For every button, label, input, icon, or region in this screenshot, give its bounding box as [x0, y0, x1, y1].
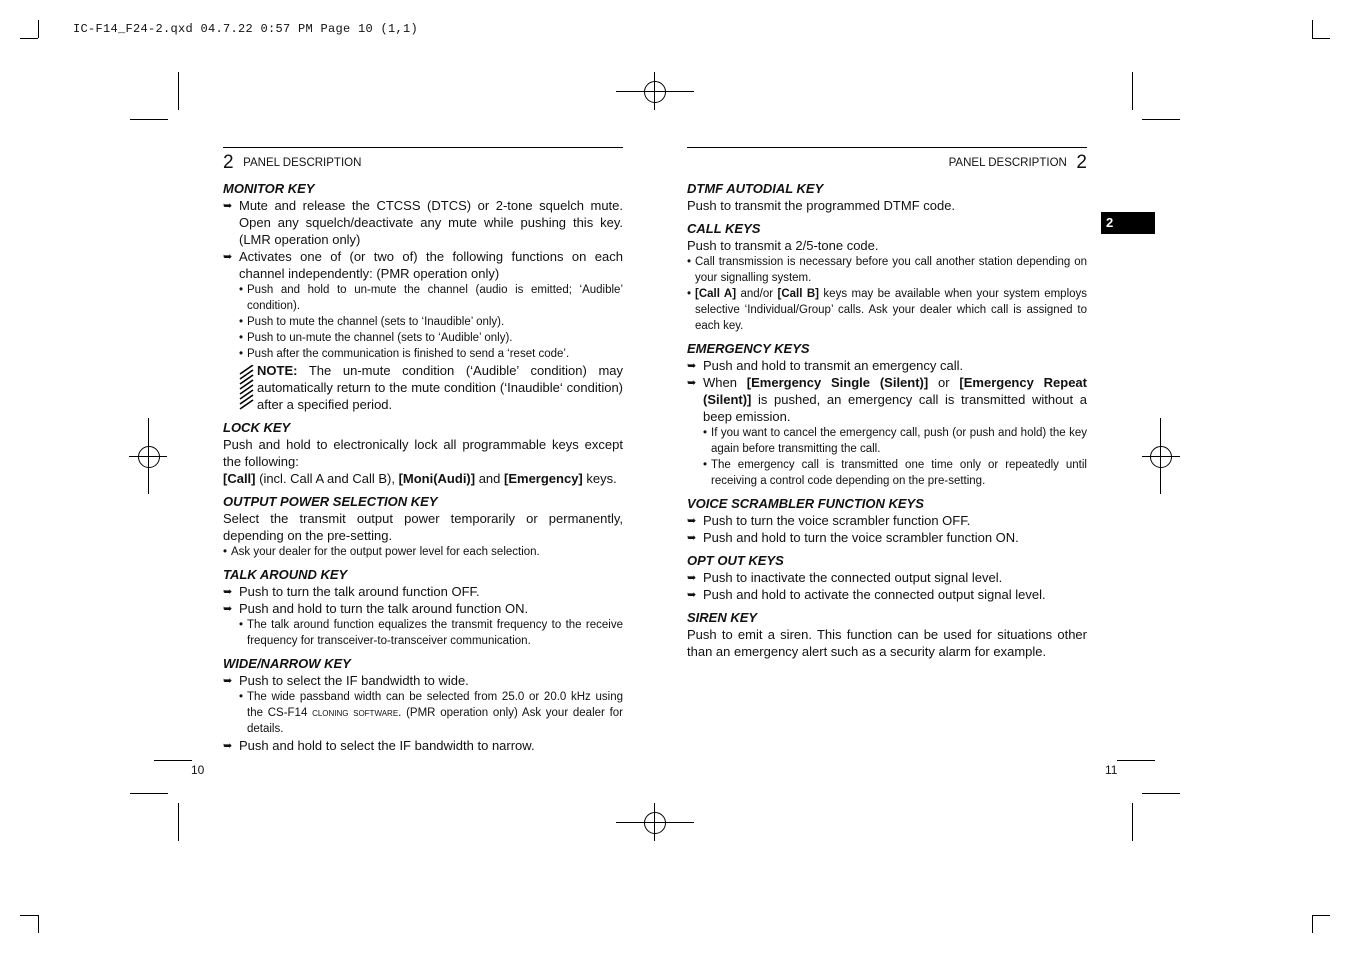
emergency-item-1: ➥ Push and hold to transmit an emergency call.	[687, 357, 1087, 374]
note-hatch-icon	[239, 365, 255, 411]
left-page-content	[223, 180, 623, 754]
moni-key-label: [Moni(Audi)]	[398, 471, 476, 486]
monitor-item-1: ➥ Mute and release the CTCSS (DTCS) or 2-tone squelch mute. Open any squelch/deactivate any mute while pushing this key. (LMR operation only)	[223, 197, 623, 248]
emergency-heading: EMERGENCY KEYS	[687, 341, 810, 356]
right-page-content	[687, 180, 1087, 660]
call-keys-text: Push to transmit a 2/5-tone code.	[687, 238, 879, 253]
emergency-single-label: [Emergency Single (Silent)]	[746, 375, 929, 390]
emergency-sub-1: • If you want to cancel the emergency call, push (or push and hold) the key again before transmitting the call.	[687, 425, 1087, 457]
note-text: The un-mute condition (‘Audible’ condition) may automatically return to the mute condition (‘Inaudible‘ condition) after a specified period.	[257, 363, 623, 412]
section-tab-label: 2	[1106, 215, 1114, 230]
wide-sub-text-a: The wide passband width can be selected from 25.0 or 20.0 kHz using the CS-F14	[247, 691, 623, 719]
lock-text-2: and	[475, 471, 505, 486]
call-key-label: [Call]	[223, 471, 256, 486]
dtmf-heading: DTMF AUTODIAL KEY	[687, 181, 824, 196]
lock-key-exceptions	[223, 470, 623, 487]
wide-narrow-sub	[223, 689, 623, 737]
siren-heading: SIREN KEY	[687, 610, 758, 625]
lock-key-heading: LOCK KEY	[223, 420, 291, 435]
lock-text-3: keys.	[582, 471, 617, 486]
opt-out-item-2: ➥ Push and hold to activate the connected output signal level.	[687, 586, 1087, 603]
call-keys-bullet-1: • Call transmission is necessary before you call another station depending on your signalling system.	[687, 254, 1087, 286]
emergency-sub-2: • The emergency call is transmitted one time only or repeatedly until receiving a control code depending on the pre-setting.	[687, 457, 1087, 489]
call-text-2: keys may be available when your system employs selective ‘Individual/Group’ calls. Ask your dealer which call is assigned to each key.	[695, 288, 1088, 332]
voice-scrambler-heading: VOICE SCRAMBLER FUNCTION KEYS	[687, 496, 924, 511]
emergency-repeat-label: [Emergency Repeat (Silent)]	[703, 375, 1087, 407]
right-page-number: 11	[1105, 763, 1118, 777]
talk-around-heading: TALK AROUND KEY	[223, 567, 348, 582]
wide-narrow-item-1: ➥ Push to select the IF bandwidth to wide.	[223, 672, 623, 689]
voice-scrambler-item-1: ➥ Push to turn the voice scrambler function OFF.	[687, 512, 1087, 529]
emergency-text-2: or	[928, 375, 960, 390]
wide-narrow-item-2: ➥ Push and hold to select the IF bandwidth to narrow.	[223, 737, 623, 754]
emergency-item-2	[687, 374, 1087, 425]
call-text-1: and/or	[736, 288, 778, 300]
output-power-bullet: • Ask your dealer for the output power level for each selection.	[223, 544, 623, 560]
talk-around-item-1: ➥ Push to turn the talk around function OFF.	[223, 583, 623, 600]
output-power-text: Select the transmit output power temporarily or permanently, depending on the pre-setting.	[223, 511, 623, 543]
wide-narrow-heading: WIDE/NARROW KEY	[223, 656, 351, 671]
monitor-item-2: ➥ Activates one of (or two of) the following functions on each channel independently: (PMR operation only)	[223, 248, 623, 282]
left-top-rule	[223, 147, 623, 148]
call-keys-heading: CALL KEYS	[687, 221, 761, 236]
call-a-label: [Call A]	[695, 288, 737, 300]
monitor-note	[223, 362, 623, 413]
monitor-sub-3: • Push to un-mute the channel (sets to ‘Audible’ only).	[223, 330, 623, 346]
section-tab	[1101, 212, 1155, 234]
left-running-head-text: PANEL DESCRIPTION	[243, 157, 362, 169]
talk-around-item-2: ➥ Push and hold to turn the talk around function ON.	[223, 600, 623, 617]
voice-scrambler-item-2: ➥ Push and hold to turn the voice scrambler function ON.	[687, 529, 1087, 546]
monitor-sub-1: • Push and hold to un-mute the channel (audio is emitted; ‘Audible’ condition).	[223, 282, 623, 314]
cloning-software-label: cloning software	[312, 707, 399, 719]
emergency-text-3: is pushed, an emergency call is transmitted without a beep emission.	[703, 392, 1087, 424]
file-header: IC-F14_F24-2.qxd 04.7.22 0:57 PM Page 10 (1,1)	[73, 22, 419, 36]
right-top-rule	[687, 147, 1087, 148]
lock-key-text: Push and hold to electronically lock all programmable keys except the following:	[223, 437, 623, 469]
call-keys-bullet-2	[687, 286, 1087, 334]
monitor-sub-4: • Push after the communication is finished to send a ‘reset code’.	[223, 346, 623, 362]
opt-out-item-1: ➥ Push to inactivate the connected output signal level.	[687, 569, 1087, 586]
left-section-number: 2	[223, 152, 234, 173]
talk-around-sub: • The talk around function equalizes the transmit frequency to the receive frequency for transceiver-to-transceiver communication.	[223, 617, 623, 649]
lock-text-1: (incl. Call A and Call B),	[255, 471, 399, 486]
left-page-number: 10	[191, 763, 205, 777]
emergency-key-label: [Emergency]	[504, 471, 583, 486]
call-b-label: [Call B]	[777, 288, 819, 300]
wide-sub-text-b: . (PMR operation only) Ask your dealer for details.	[247, 707, 624, 735]
dtmf-text: Push to transmit the programmed DTMF code.	[687, 198, 956, 213]
right-section-number: 2	[1076, 152, 1087, 173]
note-label: NOTE:	[257, 363, 298, 378]
monitor-sub-2: • Push to mute the channel (sets to ‘Inaudible’ only).	[223, 314, 623, 330]
left-running-head	[223, 152, 361, 174]
right-running-head	[687, 152, 1087, 174]
opt-out-heading: OPT OUT KEYS	[687, 553, 784, 568]
emergency-text-1: When	[703, 375, 747, 390]
right-running-head-text: PANEL DESCRIPTION	[948, 157, 1067, 169]
siren-text: Push to emit a siren. This function can be used for situations other than an emergency alert such as a security alarm for example.	[687, 627, 1087, 659]
monitor-key-heading: MONITOR KEY	[223, 181, 315, 196]
output-power-heading: OUTPUT POWER SELECTION KEY	[223, 494, 438, 509]
